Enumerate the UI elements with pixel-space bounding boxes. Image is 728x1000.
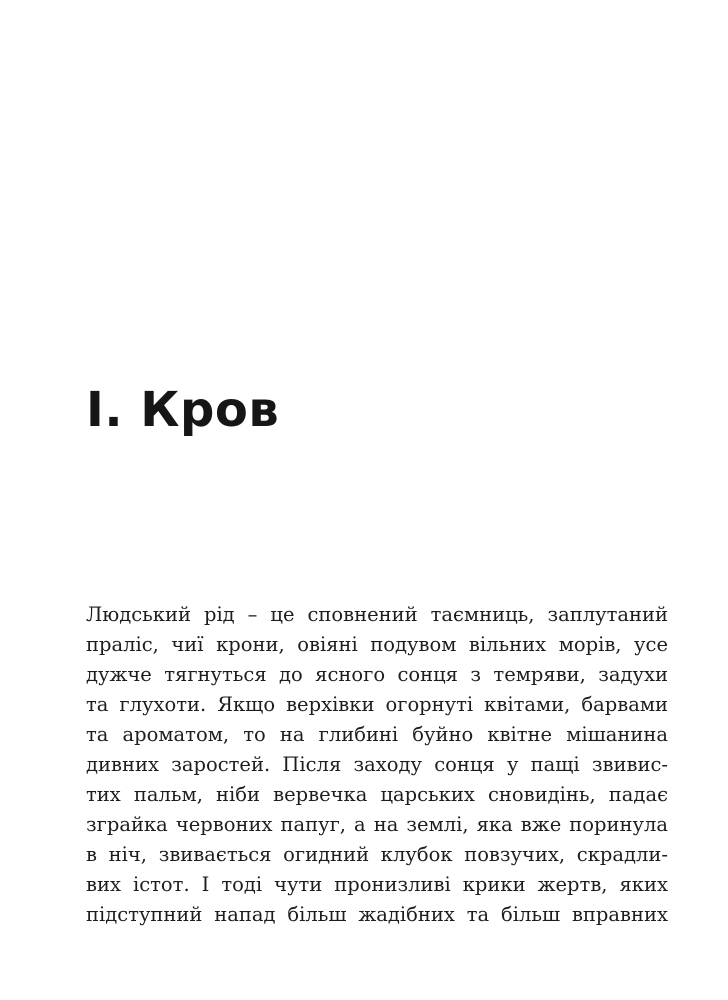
text-line: Людський рід – це сповнений таємниць, заплутаний bbox=[86, 603, 668, 626]
text-line: підступний напад більш жадібних та більш вправних bbox=[86, 903, 668, 926]
text-line: зграйка червоних папуг, а на землі, яка вже поринула bbox=[86, 813, 668, 836]
text-line: дужче тягнуться до ясного сонця з темряви, задухи bbox=[86, 663, 668, 686]
text-line: праліс, чиї крони, овіяні подувом вільних морів, усе bbox=[86, 633, 668, 656]
text-line: вих істот. І тоді чути пронизливі крики жертв, яких bbox=[86, 873, 668, 896]
body-paragraph bbox=[86, 600, 668, 930]
text-line: та ароматом, то на глибині буйно квітне мішанина bbox=[86, 723, 668, 746]
text-line: тих пальм, ніби вервечка царських сновидінь, падає bbox=[86, 783, 668, 806]
text-line: та глухоти. Якщо верхівки огорнуті квітами, барвами bbox=[86, 693, 668, 716]
text-line: дивних заростей. Після заходу сонця у пащі звивис- bbox=[86, 753, 668, 776]
chapter-title: І. Кров bbox=[86, 382, 280, 438]
text-line: в ніч, звивається огидний клубок повзучих, скрадли- bbox=[86, 843, 668, 866]
